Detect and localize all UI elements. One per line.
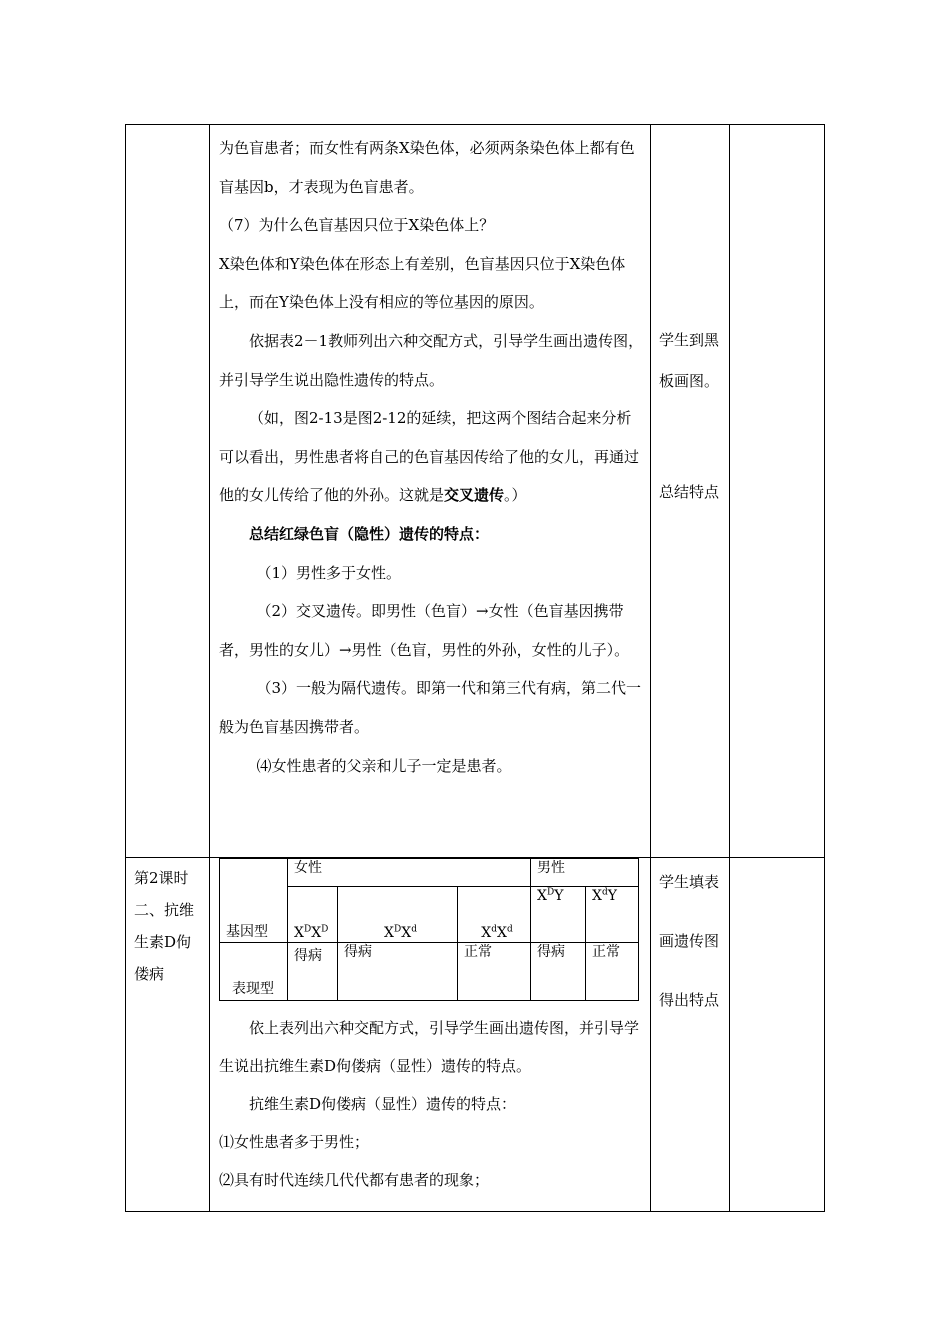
phenotype-cell: 得病 <box>288 943 338 1001</box>
genotype-cell: $X^DY$ <box>531 887 586 943</box>
genotype-cell: $X^dX^d$ <box>458 887 531 943</box>
activity-note: 得出特点 <box>659 991 720 1009</box>
feature-item: （2）交叉遗传。即男性（色盲）→女性（色盲基因携带者，男性的女儿）→男性（色盲，男性的外孙，女性的儿子）。 <box>219 602 630 659</box>
paragraph <box>219 399 644 515</box>
feature-item: （3）一般为隔代遗传。即第一代和第三代有病，第二代一般为色盲基因携带者。 <box>219 679 642 736</box>
feature-item: ⑷女性患者的父亲和儿子一定是患者。 <box>256 756 512 775</box>
section-heading: 总结红绿色盲（隐性）遗传的特点： <box>249 524 490 543</box>
activity-note: 学生填表 <box>659 873 720 891</box>
genotype-cell: $X^DX^d$ <box>338 887 458 943</box>
table-row-1 <box>126 125 825 858</box>
student-activity-cell <box>651 858 730 1212</box>
lesson-cell-empty <box>126 125 210 858</box>
example-end: 。） <box>504 486 527 505</box>
phenotype-cell: 得病 <box>531 943 586 1001</box>
remarks-cell-empty <box>730 125 825 858</box>
genotype-label: 基因型 <box>220 859 288 943</box>
teaching-content-cell <box>210 125 651 858</box>
activity-note: 画遗传图 <box>659 932 720 950</box>
lesson-topic: 二、抗维生素D佝偻病 <box>134 901 195 983</box>
cross-inheritance-term: 交叉遗传 <box>444 486 505 505</box>
activity-note: 总结特点 <box>659 483 720 501</box>
feature-item: （1）男性多于女性。 <box>256 563 402 582</box>
lesson-cell <box>126 858 210 1212</box>
teaching-content-cell <box>210 858 651 1212</box>
male-header: 男性 <box>531 859 639 887</box>
genotype-cell: $X^DX^D$ <box>288 887 338 943</box>
activity-note: 学生到黑板画图。 <box>659 331 720 390</box>
genotype-cell: $X^dY$ <box>586 887 639 943</box>
paragraph: 为色盲患者；而女性有两条X染色体，必须两条染色体上都有色盲基因b，才表现为色盲患者。 <box>219 139 635 196</box>
feature-item: ⑴女性患者多于男性； <box>219 1133 370 1151</box>
phenotype-label: 表现型 <box>220 943 288 1001</box>
genotype-table <box>219 858 639 1001</box>
table-row-2 <box>126 858 825 1212</box>
paragraph: 依据表2－1教师列出六种交配方式，引导学生画出遗传图，并引导学生说出隐性遗传的特点。 <box>219 331 644 389</box>
lesson-plan-table <box>125 124 825 1212</box>
example-text: （如，图2-13是图2-12的延续，把这两个图结合起来分析可以看出，男性患者将自己的色盲基因传给了他的女儿，再通过他的女儿传给了他的外孙。这就是 <box>219 409 640 505</box>
phenotype-cell: 得病 <box>338 943 458 1001</box>
remarks-cell-empty <box>730 858 825 1212</box>
feature-item: ⑵具有时代连续几代代都有患者的现象； <box>219 1171 490 1189</box>
student-activity-cell <box>651 125 730 858</box>
lesson-number: 第2课时 <box>134 869 189 887</box>
paragraph: 抗维生素D佝偻病（显性）遗传的特点： <box>249 1095 517 1113</box>
paragraph: 依上表列出六种交配方式，引导学生画出遗传图，并引导学生说出抗维生素D佝偻病（显性）遗传的特点。 <box>219 1019 640 1075</box>
paragraph: X染色体和Y染色体在形态上有差别，色盲基因只位于X染色体上，而在Y染色体上没有相应的等位基因的原因。 <box>219 254 626 312</box>
phenotype-cell: 正常 <box>458 943 531 1001</box>
phenotype-cell: 正常 <box>586 943 639 1001</box>
question-7: （7）为什么色盲基因只位于X染色体上？ <box>219 216 495 235</box>
female-header: 女性 <box>288 859 531 887</box>
